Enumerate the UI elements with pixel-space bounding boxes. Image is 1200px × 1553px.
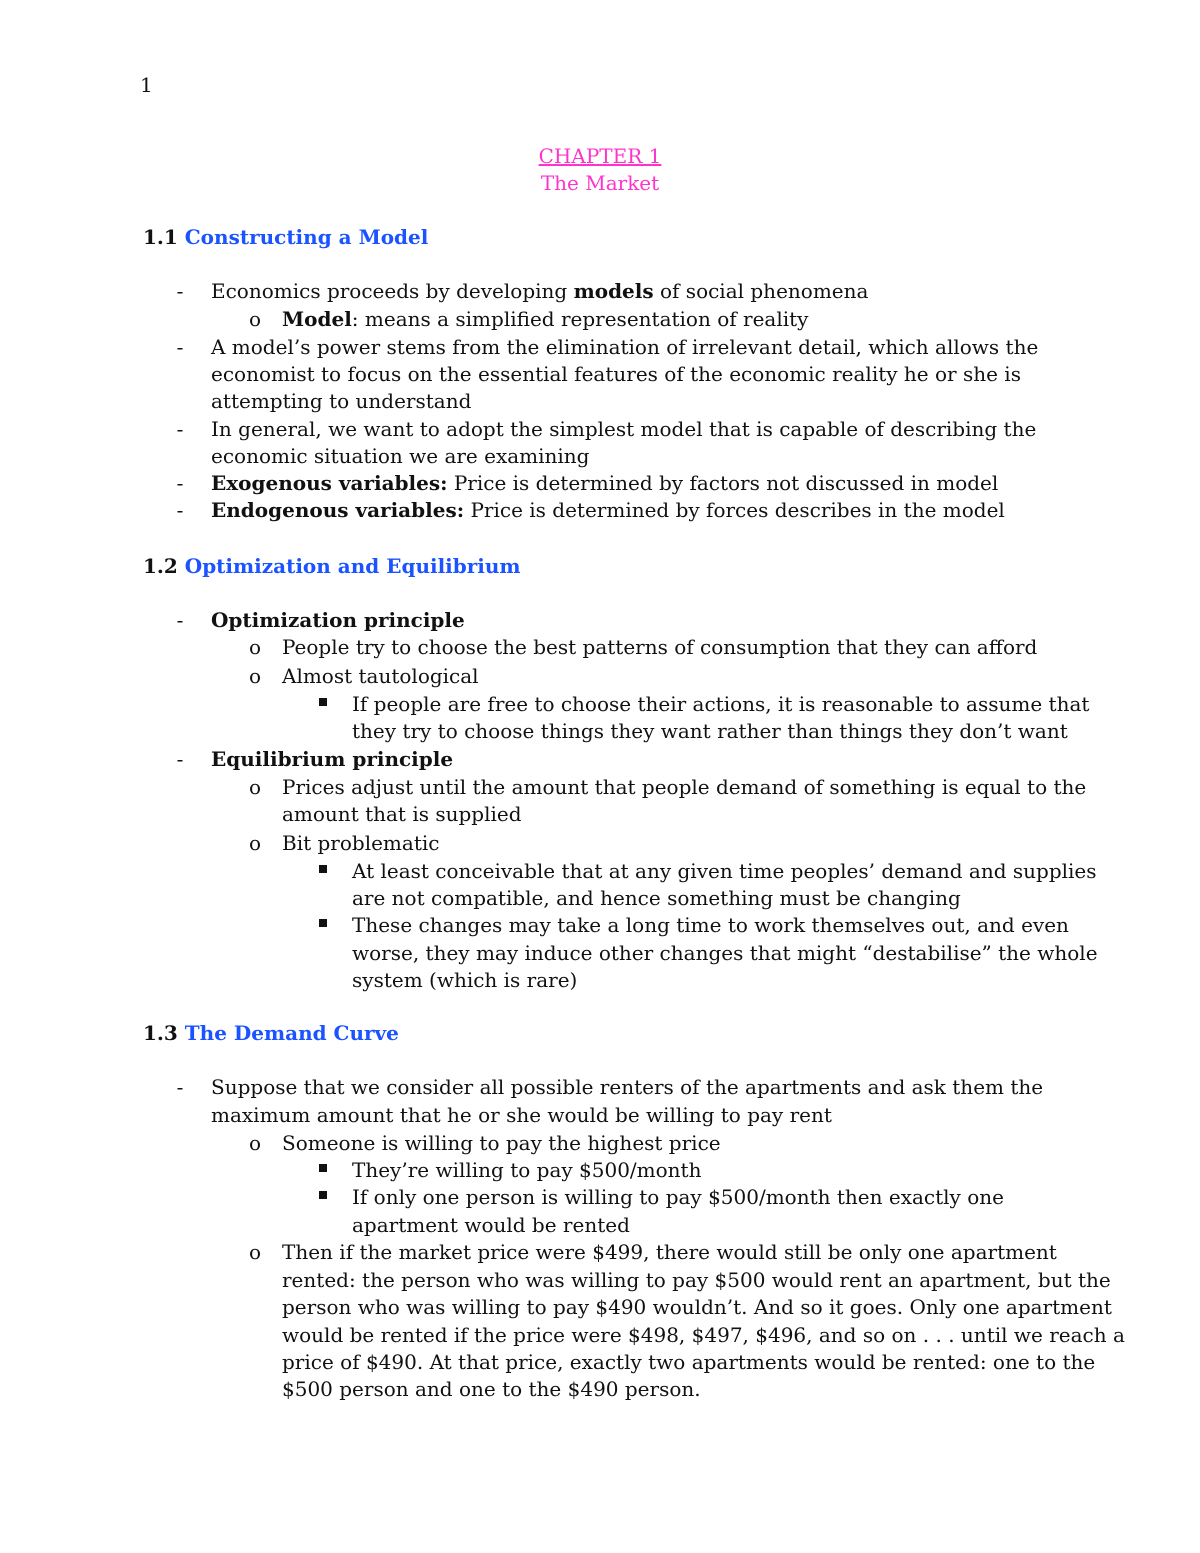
list-item-continuation: attempting to understand (211, 389, 472, 413)
section-heading-1-3 (143, 1020, 399, 1047)
list-item: If people are free to choose their actions, it is reasonable to assume that (352, 692, 1090, 716)
list-item: Economics proceeds by developing models of social phenomena (211, 279, 869, 303)
circle-bullet: o (248, 307, 262, 331)
circle-bullet: o (248, 1240, 262, 1264)
list-item: They’re willing to pay $500/month (352, 1158, 702, 1182)
list-item: Then if the market price were $499, there would still be only one apartment (282, 1240, 1057, 1264)
circle-bullet: o (248, 831, 262, 855)
dash-bullet: - (176, 417, 184, 441)
section-number: 1.3 (143, 1021, 178, 1045)
list-item-continuation: rented: the person who was willing to pay $500 would rent an apartment, but the (282, 1268, 1111, 1292)
square-bullet-icon (319, 1191, 327, 1199)
list-item: Exogenous variables: Price is determined by factors not discussed in model (211, 471, 999, 495)
list-item: Someone is willing to pay the highest price (282, 1131, 721, 1155)
list-item-continuation: economist to focus on the essential features of the economic reality he or she is (211, 362, 1021, 386)
dash-bullet: - (176, 747, 184, 771)
page-number: 1 (140, 73, 153, 97)
list-item-continuation: worse, they may induce other changes that might “destabilise” the whole (352, 941, 1098, 965)
list-item: Almost tautological (282, 664, 479, 688)
dash-bullet: - (176, 335, 184, 359)
list-item: Model: means a simplified representation of reality (282, 307, 809, 331)
list-item-continuation: would be rented if the price were $498, $497, $496, and so on . . . until we reach a (282, 1323, 1125, 1347)
list-item: A model’s power stems from the elimination of irrelevant detail, which allows the (211, 335, 1039, 359)
section-number: 1.1 (143, 225, 178, 249)
list-item-continuation: $500 person and one to the $490 person. (282, 1377, 701, 1401)
section-heading-1-2 (143, 553, 521, 580)
list-item: In general, we want to adopt the simplest model that is capable of describing the (211, 417, 1037, 441)
square-bullet-icon (319, 919, 327, 927)
list-item: Endogenous variables: Price is determined by forces describes in the model (211, 498, 1005, 522)
list-item-continuation: amount that is supplied (282, 802, 522, 826)
list-item: Optimization principle (211, 608, 465, 632)
section-title: Optimization and Equilibrium (184, 554, 521, 578)
list-item-continuation: maximum amount that he or she would be willing to pay rent (211, 1103, 832, 1127)
dash-bullet: - (176, 279, 184, 303)
list-item: Prices adjust until the amount that people demand of something is equal to the (282, 775, 1087, 799)
section-title: Constructing a Model (184, 225, 429, 249)
list-item-continuation: person who was willing to pay $490 wouldn’t. And so it goes. Only one apartment (282, 1295, 1112, 1319)
list-item-continuation: they try to choose things they want rather than things they don’t want (352, 719, 1068, 743)
circle-bullet: o (248, 1131, 262, 1155)
dash-bullet: - (176, 1075, 184, 1099)
list-item-continuation: economic situation we are examining (211, 444, 590, 468)
dash-bullet: - (176, 608, 184, 632)
chapter-subtitle: The Market (540, 171, 660, 195)
square-bullet-icon (319, 1164, 327, 1172)
list-item-continuation: are not compatible, and hence something must be changing (352, 886, 961, 910)
chapter-title: CHAPTER 1 (538, 144, 662, 168)
list-item-continuation: apartment would be rented (352, 1213, 630, 1237)
section-number: 1.2 (143, 554, 178, 578)
list-item: At least conceivable that at any given time peoples’ demand and supplies (352, 859, 1097, 883)
section-heading-1-1 (143, 224, 428, 251)
list-item: If only one person is willing to pay $500/month then exactly one (352, 1185, 1004, 1209)
list-item: Equilibrium principle (211, 747, 454, 771)
section-title: The Demand Curve (184, 1021, 399, 1045)
dash-bullet: - (176, 498, 184, 522)
dash-bullet: - (176, 471, 184, 495)
list-item: Suppose that we consider all possible renters of the apartments and ask them the (211, 1075, 1044, 1099)
circle-bullet: o (248, 664, 262, 688)
list-item: These changes may take a long time to work themselves out, and even (352, 913, 1069, 937)
list-item: People try to choose the best patterns of consumption that they can afford (282, 635, 1038, 659)
list-item-continuation: price of $490. At that price, exactly two apartments would be rented: one to the (282, 1350, 1096, 1374)
circle-bullet: o (248, 775, 262, 799)
square-bullet-icon (319, 865, 327, 873)
list-item-continuation: system (which is rare) (352, 968, 578, 992)
circle-bullet: o (248, 635, 262, 659)
square-bullet-icon (319, 698, 327, 706)
list-item: Bit problematic (282, 831, 440, 855)
